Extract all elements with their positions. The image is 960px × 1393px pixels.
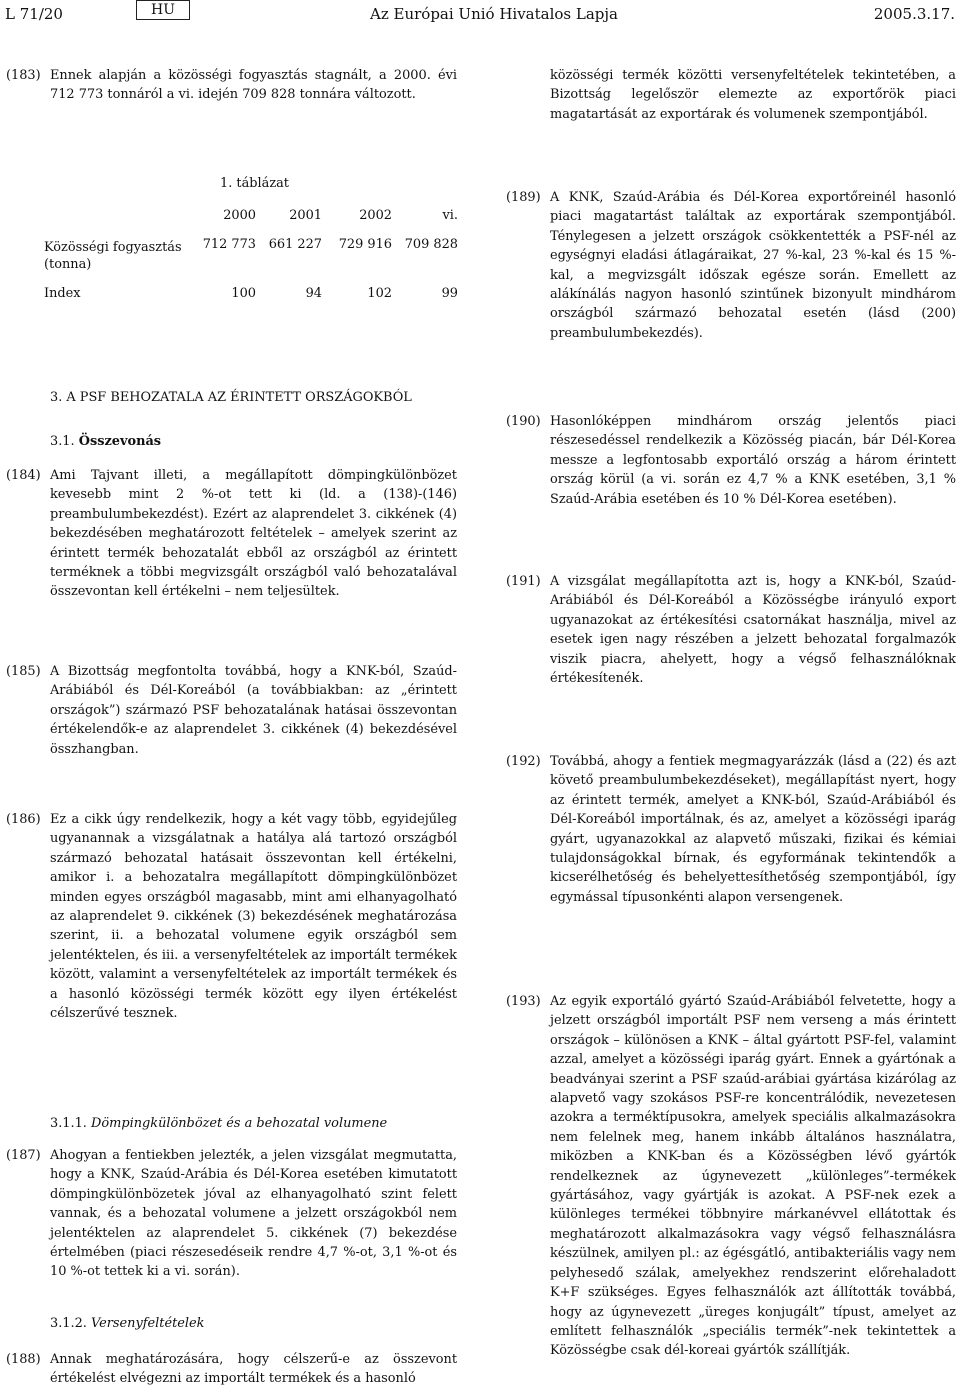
paragraph-189	[506, 188, 956, 343]
paragraph-text: Ez a cikk úgy rendelkezik, hogy a két vagy több, egyidejűleg ugyanannak a vizsgálatnak a hatálya alá tartozó országból származó behozatal hatásait összevontan kell értékelni, amikor i. a behozatalra megállapított dömpingkülönbözet minden egyes országból magasabb, mint ami elhanyagolható az alaprendelet 9. cikkének (3) bekezdésének meghatározása szerint, ii. a behozatal volumene egyik országból sem jelentéktelen, és iii. a versenyfeltételek az importált termékek között, valamint a versenyfeltételek az importált termékek és a hasonló közösségi termék között egy ilyen értékelést célszerűvé tesznek.	[50, 812, 457, 1022]
paragraph-number: (183)	[6, 68, 41, 83]
paragraph-number: (190)	[506, 414, 541, 429]
section-title: Versenyfeltételek	[91, 1316, 205, 1331]
paragraph-text: A vizsgálat megállapította azt is, hogy a KNK-ból, Szaúd-Arábiából és Dél-Koreából a Közösségbe irányuló export ugyanazokat az értékesítési csatornákat használja, mivel az esetek igen nagy részében a jelzett behozatal forgalmazók viszik piacra, ahelyett, hogy a végső felhasználóknak értékesítenék.	[550, 574, 956, 687]
paragraph-number: (192)	[506, 754, 541, 769]
table-caption: 1. táblázat	[220, 176, 289, 191]
paragraph-text: Annak meghatározására, hogy célszerű-e az összevont értékelést elvégezni az importált termékek és a hasonló	[50, 1352, 457, 1387]
table-row-label: Index	[44, 285, 81, 301]
section-number: 3.1.1.	[50, 1116, 87, 1131]
table-cell: 102	[367, 285, 392, 301]
paragraph-text: Hasonlóképpen mindhárom ország jelentős piaci részesedéssel rendelkezik a Közösség piacán, bár Dél-Korea messze a legfontosabb exportáló ország a három érintett ország körül (a vi. során ez 4,7 % a KNK esetében, 3,1 % Szaúd-Arábia esetében és 10 % Dél-Korea esetében).	[550, 414, 956, 507]
page-number: L 71/20	[5, 5, 63, 23]
paragraph-190	[506, 412, 956, 509]
paragraph-193	[506, 992, 956, 1361]
table-cell: 712 773	[202, 237, 256, 252]
table-cell: 709 828	[404, 237, 458, 252]
paragraph-186	[6, 810, 457, 1023]
table-cell: 661 227	[268, 237, 322, 252]
paragraph-184	[6, 466, 457, 602]
paragraph-number: (187)	[6, 1148, 41, 1163]
paragraph-number: (193)	[506, 994, 541, 1009]
section-number: 3.1.	[50, 434, 75, 449]
publication-date: 2005.3.17.	[873, 5, 955, 23]
paragraph-number: (184)	[6, 468, 41, 483]
table-header-cell: vi.	[442, 207, 458, 223]
section-number: 3.1.2.	[50, 1316, 87, 1331]
language-badge: HU	[136, 0, 190, 20]
paragraph-number: (191)	[506, 574, 541, 589]
paragraph-192	[506, 752, 956, 907]
section-heading-3-1-2	[50, 1314, 204, 1333]
table-cell: 100	[231, 285, 256, 301]
paragraph-187	[6, 1146, 457, 1282]
section-heading-3-1-1	[50, 1114, 387, 1133]
paragraph-text: A Bizottság megfontolta továbbá, hogy a KNK-ból, Szaúd-Arábiából és Dél-Koreából (a továbbiakban: az „érintett országok”) származó PSF behozatalának hatásai összevontan értékelendők-e az alaprendelet 3. cikkének (4) bekezdésével összhangban.	[50, 664, 457, 757]
table-cell: 99	[441, 285, 458, 301]
paragraph-number: (189)	[506, 190, 541, 205]
paragraph-text: Ahogyan a fentiekben jelezték, a jelen vizsgálat megmutatta, hogy a KNK, Szaúd-Arábia és Dél-Korea esetében kimutatott dömpingkülönbözetek jóval az elhanyagolható szint felett vannak, és a behozatal volumene a jelzett országokból nem jelentéktelen az alaprendelet 5. cikkének (7) bekezdése értelmében (piaci részesedéseik rendre 4,7 %-ot, 3,1 %-ot és 10 %-ot tettek ki a vi. során).	[50, 1148, 457, 1280]
section-heading-3: 3. A PSF BEHOZATALA AZ ÉRINTETT ORSZÁGOKBÓL	[50, 390, 412, 405]
paragraph-number: (188)	[6, 1352, 41, 1367]
continued-paragraph: közösségi termék közötti versenyfeltételek tekintetében, a Bizottság legelőször elemezte az exportőrök piaci magatartását az exportárak és volumenek szempontjából.	[550, 68, 956, 122]
paragraph-188	[6, 1350, 457, 1389]
section-title: Összevonás	[78, 434, 162, 449]
paragraph-number: (185)	[6, 664, 41, 679]
table-cell: 94	[305, 285, 322, 301]
table-row-label: Közösségi fogyasztás (tonna)	[44, 240, 182, 272]
table-header-cell: 2001	[289, 207, 322, 223]
paragraph-number: (186)	[6, 812, 41, 827]
paragraph-text: Ami Tajvant illeti, a megállapított dömpingkülönbözet kevesebb mint 2 %-ot tett ki (ld. a (138)-(146) preambulumbekezdést). Ezért az alaprendelet 3. cikkének (4) bekezdésében meghatározott feltételek – amelyek szerint az érintett termék behozatalát ebből az országból az érintett terméknek a többi megvizsgált országból való behozatalával összevontan kell értékelni – nem teljesültek.	[50, 468, 457, 600]
paragraph-185	[6, 662, 457, 759]
section-heading-3-1	[50, 432, 161, 451]
table-header-row	[44, 196, 458, 234]
page-header	[0, 0, 960, 30]
table-header-cell: 2000	[223, 207, 256, 223]
paragraph-text: Az egyik exportáló gyártó Szaúd-Arábiából felvetette, hogy a jelzett országból importált PSF nem verseng a más érintett országok – különösen a KNK – által gyártott PSF-fel, valamint azzal, amelyet a közösségi iparág gyárt. Ennek a gyártónak a beadványai szerint a PSF szaúd-arábiai gyártása kizárólag az alapvető vagy szokásos PSF-re koncentrálódik, nevezetesen azokra a terméktípusokra, amelyek speciális alkalmazásokra nem felelnek meg, hanem inkább általános használatra, miközben a KNK-ban és a Közösségben lévő gyártók rendelkeznek az úgynevezett „különleges”-termékek gyártásához, vagy gyártják is azokat. A PSF-nek ezek a különleges termékei többnyire márkanévvel ellátottak és meghatározott alkalmazásokra vagy végső felhasználásra készülnek, amilyen pl.: az égésgátló, antibakteriális vagy nem pelyhesedő szálak, amelyekhez rendszerint előrehaladott K+F szükséges. Egyes felhasználók azt állították továbbá, hogy az úgynevezett „üreges konjugált” típust, amelyet az említett felhasználók „speciális termék”-nek tekintettek a Közösségbe csak dél-koreai gyártók szállítják.	[550, 994, 956, 1359]
consumption-table	[44, 196, 458, 308]
table-row	[44, 234, 458, 278]
paragraph-183	[6, 66, 457, 105]
paragraph-text: Ennek alapján a közösségi fogyasztás stagnált, a 2000. évi 712 773 tonnáról a vi. idején 709 828 tonnára változott.	[50, 68, 457, 103]
paragraph-text: Továbbá, ahogy a fentiek megmagyarázzák (lásd a (22) és azt követő preambulumbekezdéseket), megállapítást nyert, hogy az érintett termék, amelyet a KNK-ból, Szaúd-Arábiából és Dél-Koreából importálnak, és az, amelyet a közösségi iparág gyárt, ugyanazokkal az alapvető műszaki, fizikai és kémiai tulajdonságokkal bírnak, és egyformának tekintendők a kicserélhetőség és behelyettesíthetőség szempontjából, így egymással típusonkénti alapon versengenek.	[550, 754, 956, 905]
table-cell: 729 916	[338, 237, 392, 252]
paragraph-text: A KNK, Szaúd-Arábia és Dél-Korea exportőreinél hasonló piaci magatartást találtak az exportárak szempontjából. Ténylegesen a jelzett országok csökkentették a PSF-nél az egységnyi eladási átlagáraikat, 27 %-kal, 23 %-kal és 15 %-kal, a megvizsgált időszak egésze során. Emellett az alákínálás nagyon hasonló szintűnek bizonyult mindhárom országból származó behozatal esetén (lásd (200) preambulumbekezdés).	[550, 190, 956, 341]
journal-title: Az Európai Unió Hivatalos Lapja	[370, 5, 618, 23]
section-title: Dömpingkülönbözet és a behozatal volumene	[91, 1116, 388, 1131]
paragraph-191	[506, 572, 956, 688]
table-header-cell: 2002	[359, 207, 392, 223]
table-row	[44, 278, 458, 308]
